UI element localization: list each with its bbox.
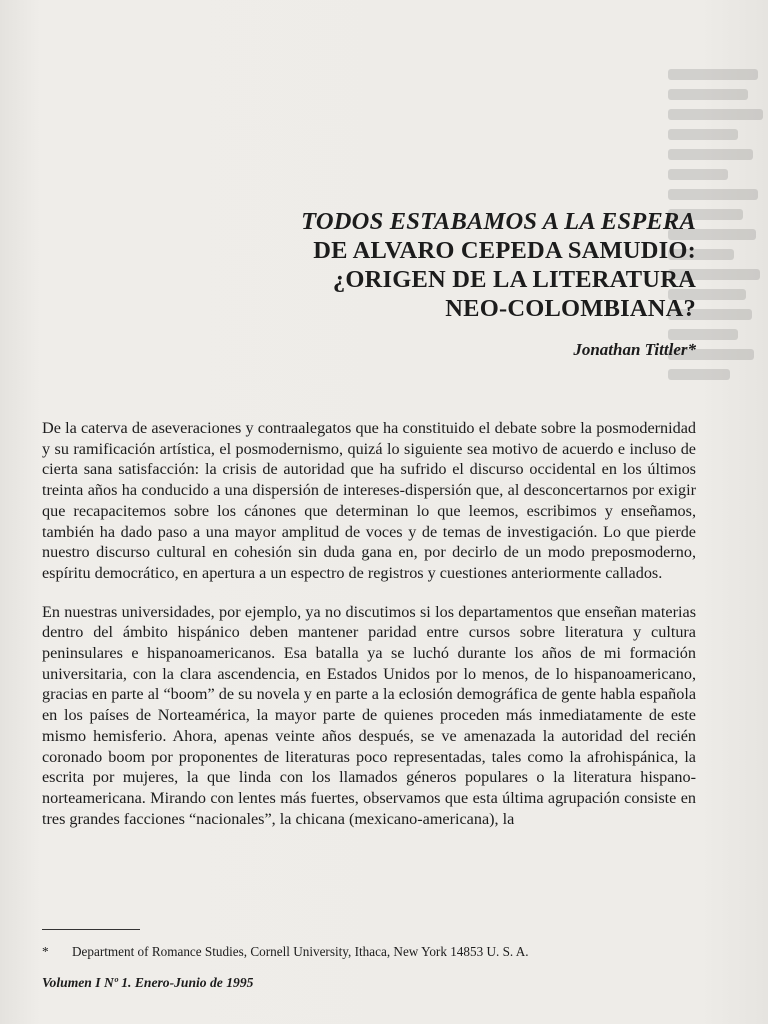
title-line-3: ¿ORIGEN DE LA LITERATURA — [332, 266, 696, 293]
footnote — [42, 944, 529, 960]
journal-issue-line: Volumen I Nº 1. Enero-Junio de 1995 — [42, 975, 254, 990]
paragraph-1: De la caterva de aseveraciones y contraalegatos que ha constituido el debate sobre la posmodernidad y su ramificación artística, el posmodernismo, quizá lo siguiente sea motivo de acuerdo e incluso de cierta sana satisfacción: la crisis de autoridad que ha sufrido el discurso occidental en los últimos treinta años ha conducido a una dispersión de intereses-dispersión que, al desconcertarnos por exigir que recapacitemos sobre los cánones que determinan lo que leemos, escribimos y enseñamos, también ha dado paso a una mayor amplitud de voces y de temas de investigación. Lo que pierde nuestro discurso cultural en cohesión sin duda gana en, por decirlo de un modo preposmoderno, espíritu democrático, en apertura a un espectro de registros y cuestiones anteriormente callados. — [42, 419, 696, 582]
title-line-4: NEO-COLOMBIANA? — [445, 295, 696, 322]
footnote-rule — [42, 929, 140, 930]
author-name: Jonathan Tittler* — [573, 340, 696, 359]
title-line-2: DE ALVARO CEPEDA SAMUDIO: — [313, 237, 696, 264]
paragraph-2: En nuestras universidades, por ejemplo, ya no discutimos si los departamentos que enseñan materias dentro del ámbito hispánico deben mantener paridad entre cursos sobre literatura y cultura peninsulares e hispanoamericanos. Esa batalla ya se luchó durante los años de mi formación universitaria, con la clara ascendencia, en Estados Unidos por lo menos, de lo hispanoamericano, gracias en parte al “boom” de su novela y en parte a la eclosión demográfica de gente habla española en los países de Norteamérica, la mayor parte de quienes proceden más inmediatamente de este mismo hemisferio. Ahora, apenas veinte años después, se ve amenazada la autoridad del recién coronado boom por proponentes de literaturas poco representadas, tales como la afrohispánica, la escrita por mujeres, la que linda con los llamados géneros populares o la literatura hispano-norteamericana. Mirando con lentes más fuertes, observamos que esta última agrupación consiste en tres grandes facciones “nacionales”, la chicana (mexicano-americana), la — [42, 602, 696, 828]
footnote-mark: * — [42, 944, 49, 959]
article-title — [150, 207, 696, 323]
footnote-text: Department of Romance Studies, Cornell University, Ithaca, New York 14853 U. S. A. — [72, 944, 529, 959]
article-body — [42, 418, 696, 847]
title-line-1: TODOS ESTABAMOS A LA ESPERA — [301, 208, 696, 235]
